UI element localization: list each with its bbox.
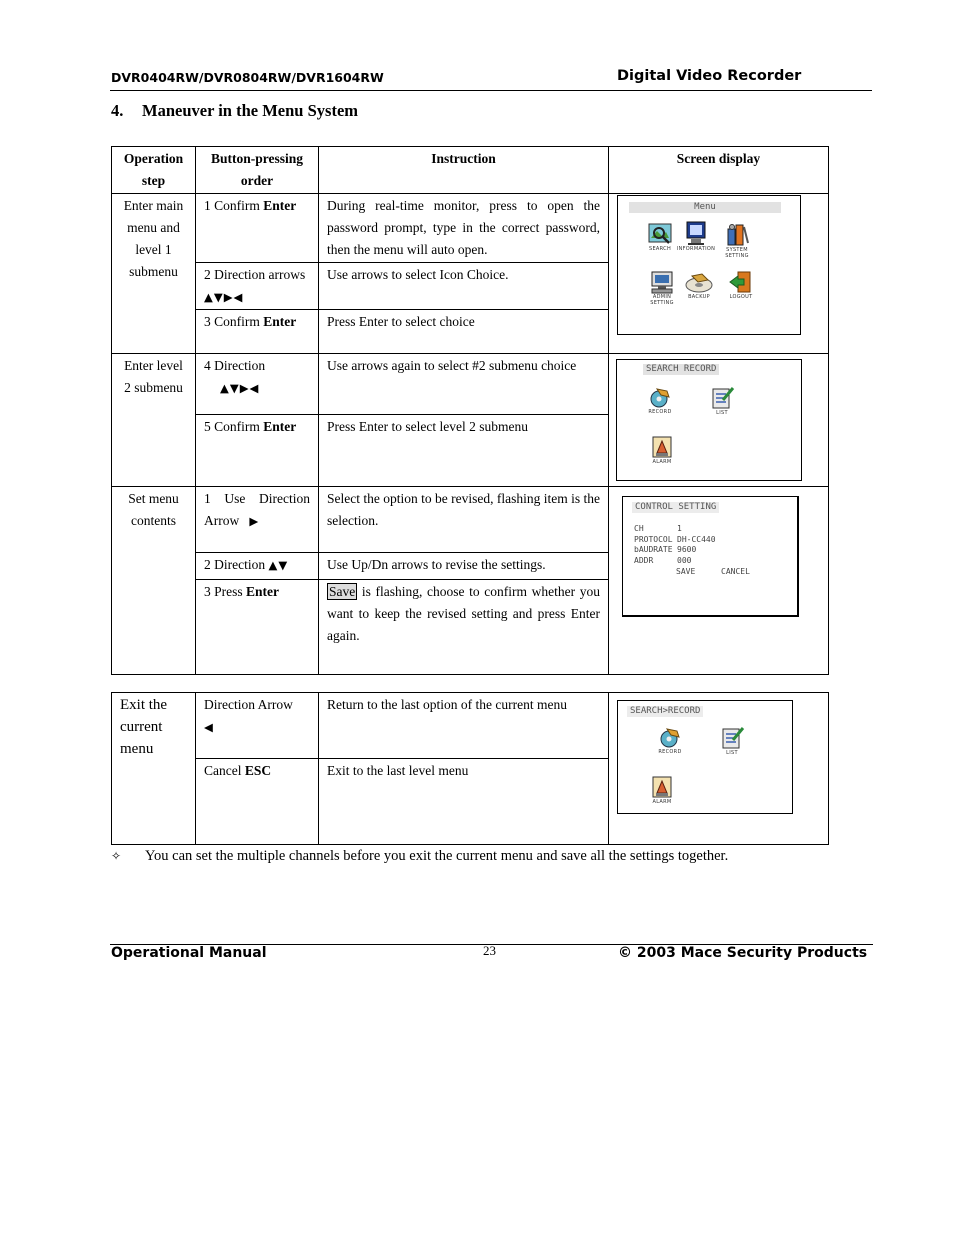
icon-label: LIST [716,410,728,416]
field-addr-value[interactable]: 000 [677,555,692,565]
field-baudrate-value[interactable]: 9600 [677,545,697,554]
instruction-cell: Use arrows again to select #2 submenu choice [319,354,609,415]
instruction-cell: Use Up/Dn arrows to revise the settings. [319,553,609,580]
cancel-option[interactable]: CANCEL [721,567,750,576]
screen-cell [609,487,829,675]
exit-menu-table [111,692,829,845]
button-text: 5 Confirm [204,418,260,434]
field-ch-label: CH [634,524,644,533]
button-text: 1 Use Direction Arrow [204,491,310,528]
page-number: 23 [483,943,496,958]
screen-title: SEARCH RECORD [646,364,717,374]
field-protocol-value[interactable]: DH-CC440 [677,534,716,544]
header-product: Digital Video Recorder [617,68,802,84]
table-header-row [112,147,829,194]
screen-title-bar [632,502,719,513]
instruction-cell: Press Enter to select choice [319,310,609,354]
button-cell [196,194,319,263]
screen-title: CONTROL SETTING [635,502,717,512]
search-icon [640,222,680,252]
section-heading [111,101,358,121]
field-ch-value[interactable]: 1 [677,524,682,533]
screen-title: SEARCH>RECORD [630,706,701,716]
alarm-icon [642,435,682,465]
button-key: Enter [263,418,297,434]
button-cell [196,580,319,675]
field-baudrate-label: bAUDRATE [634,545,673,554]
screen-cell [609,194,829,354]
button-cell [196,759,319,845]
screen-title-bar [643,364,719,375]
operation-cell: Enter main menu and level 1 submenu [112,194,196,354]
field-addr-label: ADDR [634,555,654,565]
direction-arrows: ▲▼▶◀ [204,290,244,304]
icon-label: ALARM [652,799,672,805]
save-option[interactable]: SAVE [676,567,696,576]
section-title: Maneuver in the Menu System [142,101,359,120]
right-arrow: ▶ [249,514,260,528]
instruction-cell: Exit to the last level menu [319,759,609,845]
screen-title: Menu [694,202,716,212]
header-screen-display: Screen display [609,147,829,194]
button-text: 1 Confirm [204,198,260,213]
button-cell [196,553,319,580]
list-icon [712,726,752,756]
record-icon [640,387,680,415]
section-number: 4. [111,101,124,120]
save-highlight: Save [329,584,356,599]
icon-label: SYSTEM SETTING [725,247,749,259]
header-instruction: Instruction [319,147,609,194]
backup-icon [679,272,719,300]
instruction-cell [319,580,609,675]
icon-label: LOGOUT [729,294,753,300]
icon-label: ADMIN SETTING [650,294,674,306]
operation-cell: Set menu contents [112,487,196,675]
field-labels [634,524,673,566]
control-setting-screen [622,496,799,617]
button-text: Direction Arrow [204,697,293,712]
field-values [677,524,716,566]
note [111,848,728,865]
note-text: You can set the multiple channels before you exit the current menu and save all the settings together. [145,848,729,864]
button-text: 2 Direction [204,557,266,572]
button-text: 4 Direction [204,358,266,373]
screen-title-bar [627,706,703,717]
up-down-arrows: ▲▼ [268,558,289,572]
menu-operation-table [111,146,829,675]
icon-label: SEARCH [648,246,672,252]
direction-arrows: ▲▼▶◀ [220,381,260,395]
icon-label: RECORD [648,409,672,415]
button-text: 3 Press [204,584,243,599]
button-cell [196,354,319,415]
operation-cell: Exit the current menu [112,693,196,845]
table-row [112,194,829,263]
list-icon [702,386,742,416]
screen-cell [609,693,829,845]
instruction-text: is flashing, choose to confirm whether you want to keep the revised setting and press Enter again. [327,584,600,643]
header-button-order: Button-pressing order [196,147,319,194]
system-setting-icon [717,223,757,259]
icon-label: RECORD [658,749,682,755]
record-icon [650,727,690,755]
alarm-icon [642,775,682,805]
icon-label: LIST [726,750,738,756]
search-record-submenu-screen [617,700,793,814]
footer-copyright: © 2003 Mace Security Products [618,945,868,961]
field-protocol-label: PROTOCOL [634,534,673,544]
button-cell [196,693,319,759]
table-row [112,354,829,415]
button-key: Enter [263,314,297,329]
button-key: Enter [263,198,297,213]
main-menu-screen [617,195,801,335]
table-row [112,487,829,553]
screen-cell [609,354,829,487]
button-key: ESC [244,763,272,778]
header-rule [110,90,872,91]
instruction-cell: Use arrows to select Icon Choice. [319,263,609,310]
button-text: 2 Direction arrows [204,267,306,282]
instruction-cell: Select the option to be revised, flashing item is the selection. [319,487,609,553]
button-cell [196,487,319,553]
button-cell [196,310,319,354]
button-text: 3 Confirm [204,314,260,329]
icon-label: INFORMATION [676,246,716,252]
instruction-cell: Return to the last option of the current menu [319,693,609,759]
information-icon [676,220,716,252]
instruction-cell: Press Enter to select level 2 submenu [319,414,609,486]
icon-label: BACKUP [688,294,710,300]
button-cell [196,263,319,310]
button-text: Cancel [204,763,242,778]
button-cell [196,414,319,486]
table-row [112,693,829,759]
left-arrow: ◀ [204,720,214,734]
button-key: Enter [246,584,280,599]
note-bullet-icon: ✧ [111,849,122,863]
logout-icon [721,270,761,300]
footer-manual-title: Operational Manual [111,945,267,961]
operation-cell: Enter level 2 submenu [112,354,196,487]
search-record-screen [616,359,802,481]
icon-label: ALARM [652,459,672,465]
header-model: DVR0404RW/DVR0804RW/DVR1604RW [111,70,384,85]
header-operation-step: Operation step [112,147,196,194]
admin-setting-icon [642,270,682,306]
screen-title-bar [629,202,781,213]
instruction-cell: During real-time monitor, press to open the password prompt, type in the correct password, then the menu will auto open. [319,194,609,263]
